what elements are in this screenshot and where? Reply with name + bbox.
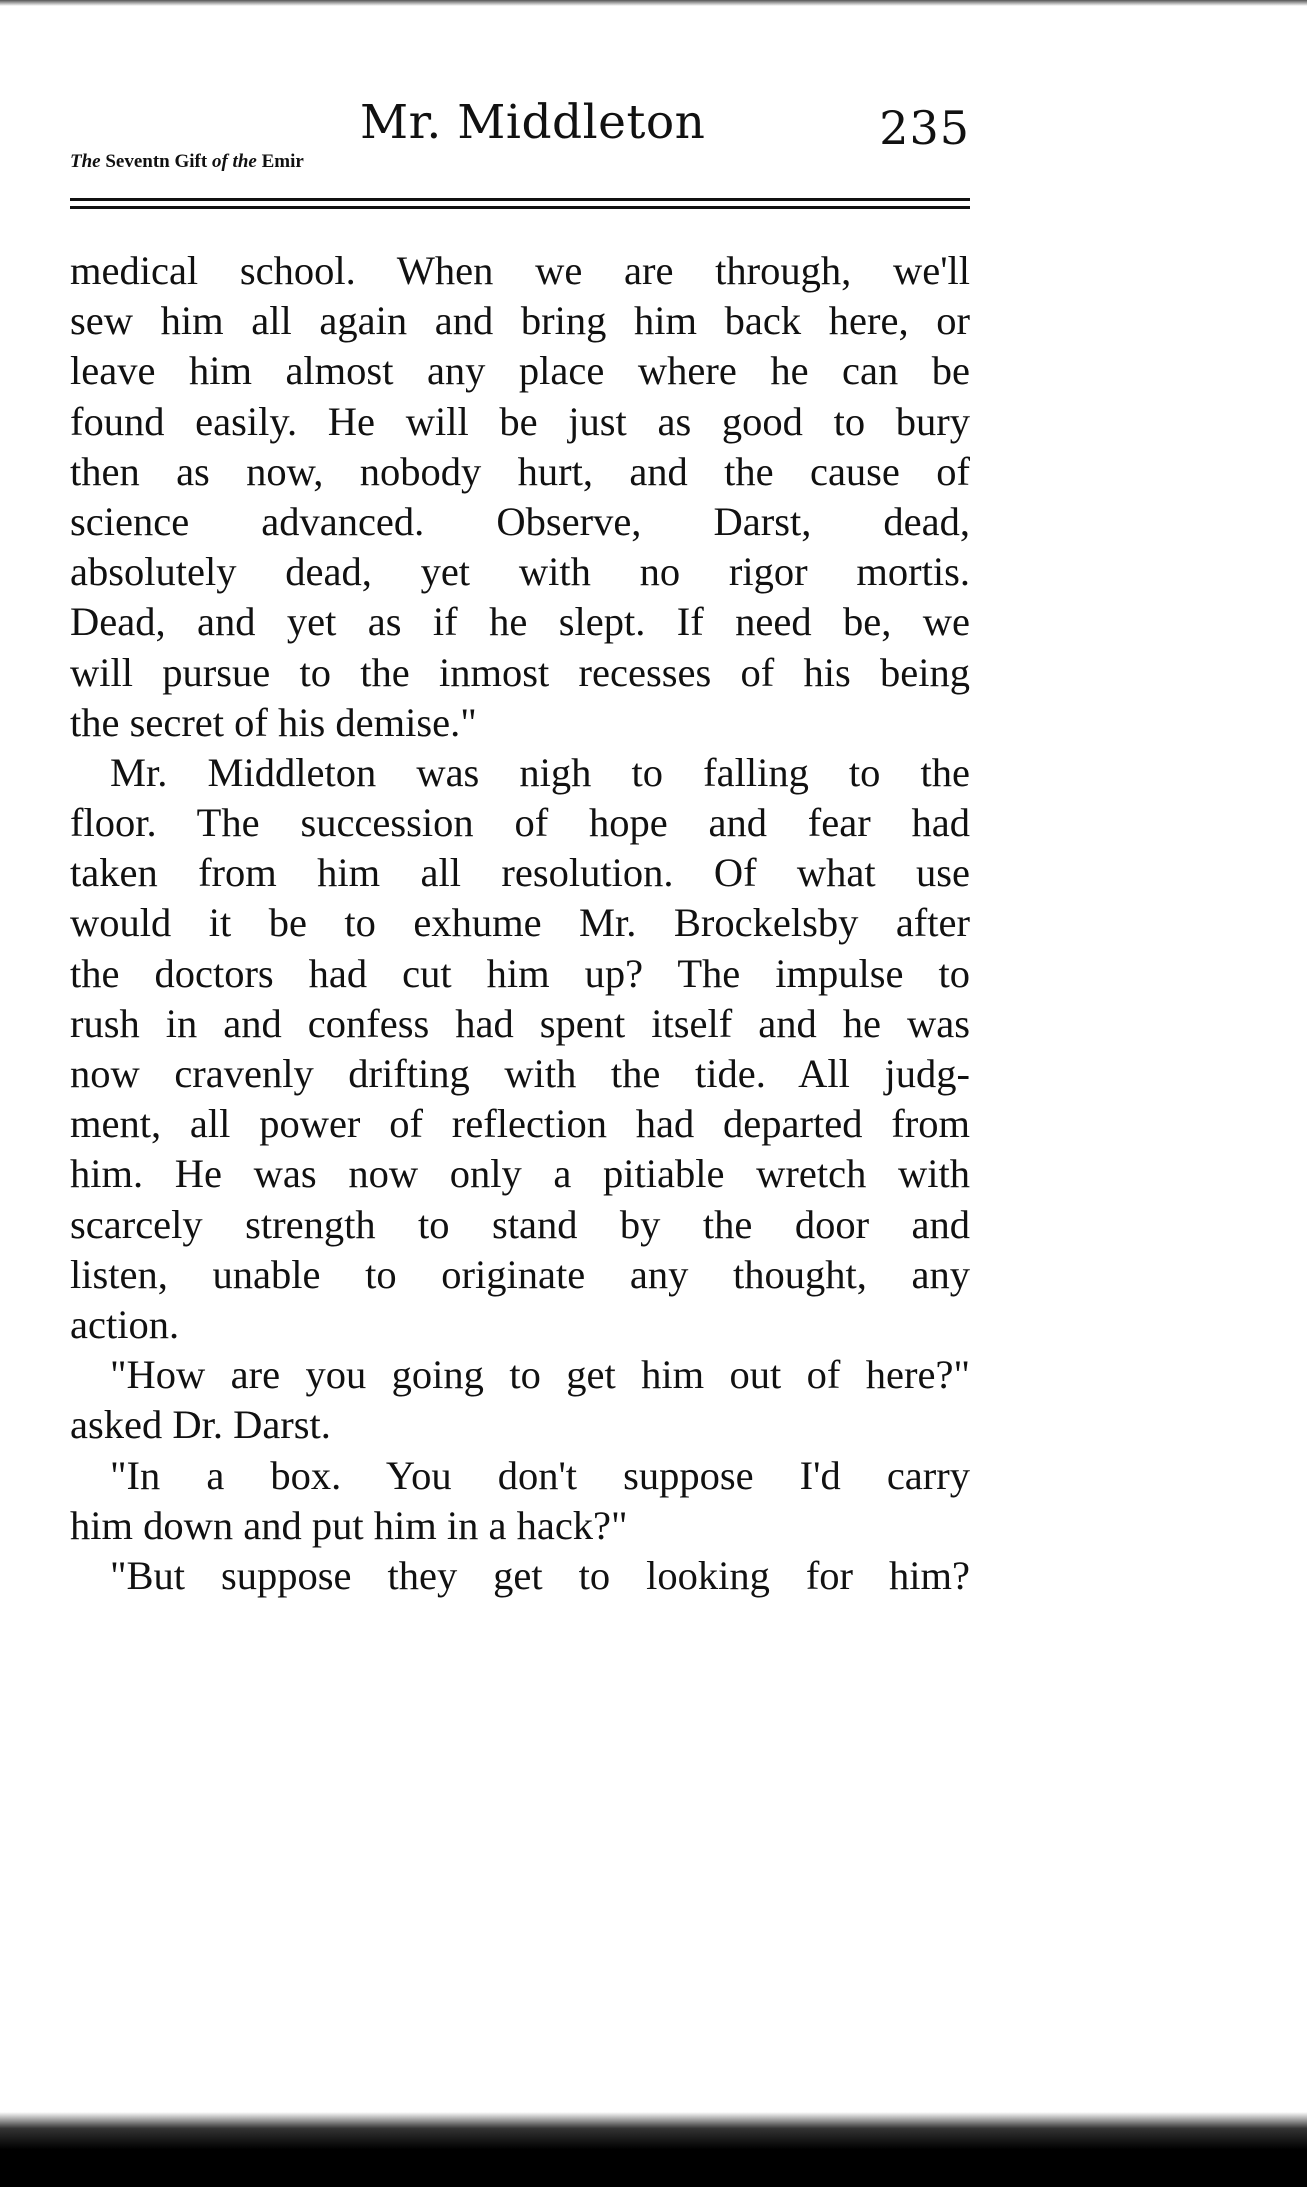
subtitle-of-the: of the — [211, 151, 257, 172]
text-line: the doctors had cut him up? The impulse to — [70, 950, 970, 996]
text-line: absolutely dead, yet with no rigor mortis. — [70, 549, 970, 595]
text-line: action. — [70, 1301, 180, 1347]
text-line: leave him almost any place where he can be — [70, 348, 970, 394]
text-line: science advanced. Observe, Darst, dead, — [70, 498, 970, 544]
subtitle-emir: Emir — [261, 151, 304, 172]
running-subtitle — [70, 151, 304, 173]
subtitle-the: The — [70, 151, 101, 172]
running-title: Mr. Middleton — [360, 95, 706, 150]
text-line: asked Dr. Darst. — [70, 1402, 331, 1448]
text-line: "In a box. You don't suppose I'd carry — [110, 1452, 970, 1498]
text-line: "How are you going to get him out of here?" — [110, 1352, 970, 1398]
text-line: "But suppose they get to looking for him? — [110, 1552, 970, 1598]
text-line: scarcely strength to stand by the door and — [70, 1201, 970, 1247]
text-line: now cravenly drifting with the tide. All judg- — [70, 1051, 970, 1096]
scan-bottom-edge — [0, 2112, 1307, 2187]
text-line: ment, all power of reflection had departed from — [70, 1101, 970, 1147]
body-text — [70, 246, 970, 1601]
text-line: listen, unable to originate any thought, any — [70, 1251, 970, 1297]
text-line: medical school. When we are through, we'll — [70, 248, 970, 293]
text-line: will pursue to the inmost recesses of his being — [70, 649, 970, 695]
text-line: Dead, and yet as if he slept. If need be, we — [70, 599, 970, 645]
text-line: then as now, nobody hurt, and the cause of — [70, 448, 970, 494]
text-line: sew him all again and bring him back here, or — [70, 298, 970, 344]
text-line: rush in and confess had spent itself and he was — [70, 1000, 970, 1046]
text-line: the secret of his demise." — [70, 699, 477, 745]
subtitle-seventh-gift: Seventn Gift — [105, 151, 208, 172]
page-number: 235 — [879, 101, 970, 155]
text-line: Mr. Middleton was nigh to falling to the — [110, 749, 970, 795]
text-line: him. He was now only a pitiable wretch with — [70, 1151, 970, 1197]
text-line: him down and put him in a hack?" — [70, 1502, 628, 1548]
text-line: taken from him all resolution. Of what use — [70, 850, 970, 896]
header-rule-bottom — [70, 206, 970, 209]
text-line: would it be to exhume Mr. Brockelsby after — [70, 900, 970, 946]
scan-top-edge — [0, 0, 1307, 6]
text-line: found easily. He will be just as good to bury — [70, 398, 970, 444]
text-line: floor. The succession of hope and fear had — [70, 800, 970, 846]
header-rule-top — [70, 198, 970, 201]
running-head — [70, 95, 970, 185]
